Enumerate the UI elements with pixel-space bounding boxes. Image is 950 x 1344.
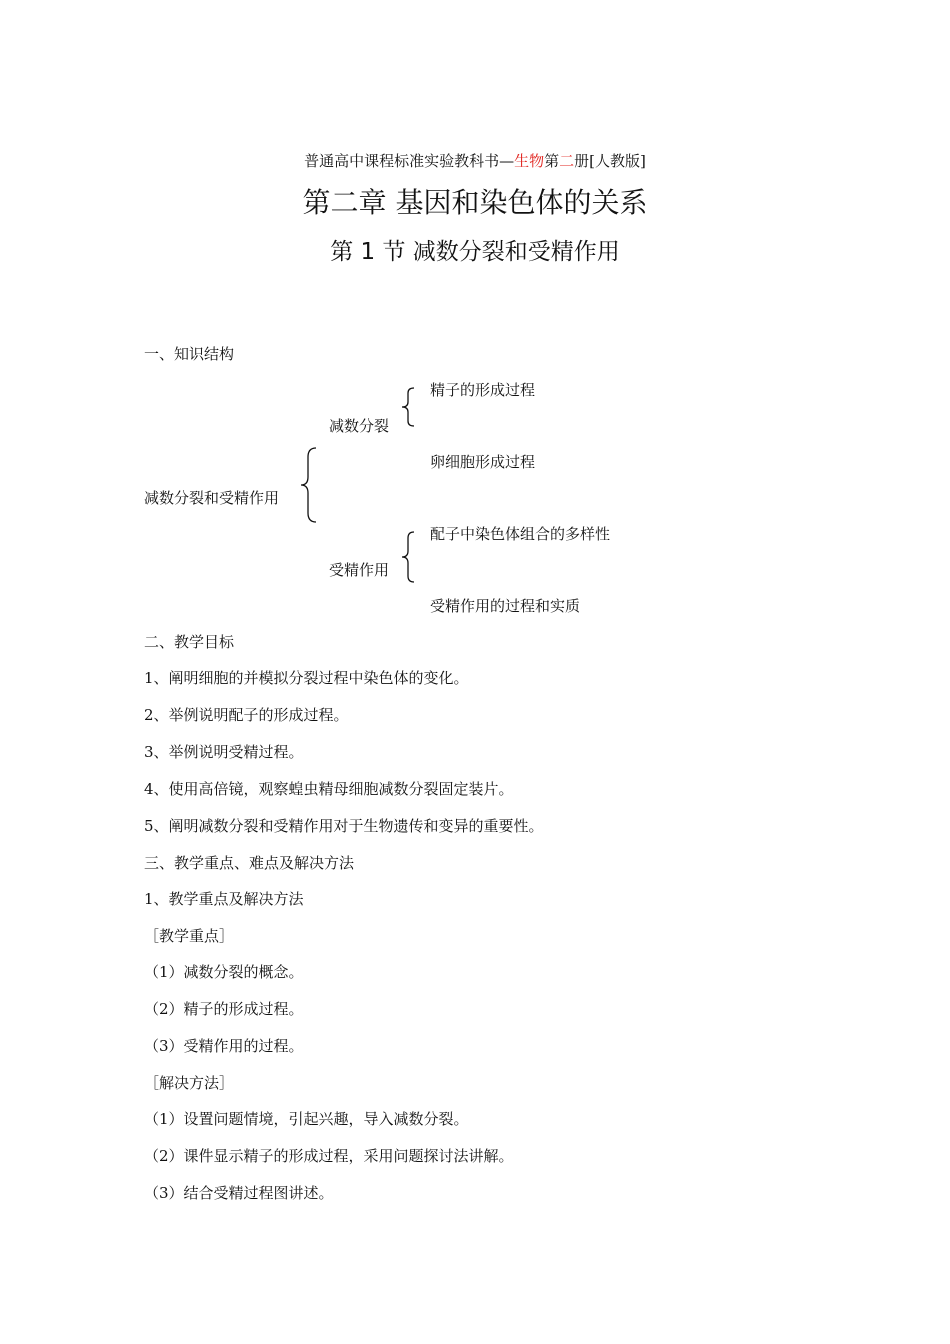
keypoints-subheading: 1、教学重点及解决方法 [144,890,304,908]
goal-item-4: 4、使用高倍镜，观察蝗虫精母细胞减数分裂固定装片。 [144,780,514,798]
knowledge-heading: 一、知识结构 [144,345,235,363]
method-item-1: （1）设置问题情境，引起兴趣，导入减数分裂。 [144,1110,469,1128]
goal-item-2: 2、举例说明配子的形成过程。 [144,706,349,724]
focus-item-1: （1）减数分裂的概念。 [144,963,304,981]
goals-heading: 二、教学目标 [144,633,235,651]
section-title: 第 1 节 减数分裂和受精作用 [330,239,620,265]
focus-item-3: （3）受精作用的过程。 [144,1037,304,1055]
meiosis-brace [401,387,415,427]
method-item-3: （3）结合受精过程图讲述。 [144,1184,334,1202]
header-subject: 生物 [514,152,545,170]
header-volume-number: 二 [559,152,575,170]
structure-root: 减数分裂和受精作用 [144,489,280,507]
chapter-title: 第二章 基因和染色体的关系 [302,186,648,219]
fertilization-item-1: 配子中染色体组合的多样性 [430,525,611,543]
header-prefix: 普通高中课程标准实验教科书— [304,152,515,170]
header-di: 第 [544,152,560,170]
fertilization-item-2: 受精作用的过程和实质 [430,597,581,615]
method-item-2: （2）课件显示精子的形成过程，采用问题探讨法讲解。 [144,1147,514,1165]
goal-item-3: 3、举例说明受精过程。 [144,743,304,761]
textbook-header [0,150,950,171]
branch-fertilization-label: 受精作用 [329,561,390,579]
focus-item-2: （2）精子的形成过程。 [144,1000,304,1018]
method-label: ［解决方法］ [144,1074,235,1092]
goal-item-5: 5、阐明减数分裂和受精作用对于生物遗传和变异的重要性。 [144,817,544,835]
meiosis-item-2: 卵细胞形成过程 [430,453,536,471]
meiosis-item-1: 精子的形成过程 [430,381,536,399]
goal-item-1: 1、阐明细胞的并模拟分裂过程中染色体的变化。 [144,669,469,687]
keypoints-heading: 三、教学重点、难点及解决方法 [144,854,355,872]
root-brace [300,447,318,523]
branch-meiosis-label: 减数分裂 [329,417,390,435]
focus-label: ［教学重点］ [144,927,235,945]
fertilization-brace [401,531,415,583]
header-suffix: 册[人教版] [574,152,646,170]
